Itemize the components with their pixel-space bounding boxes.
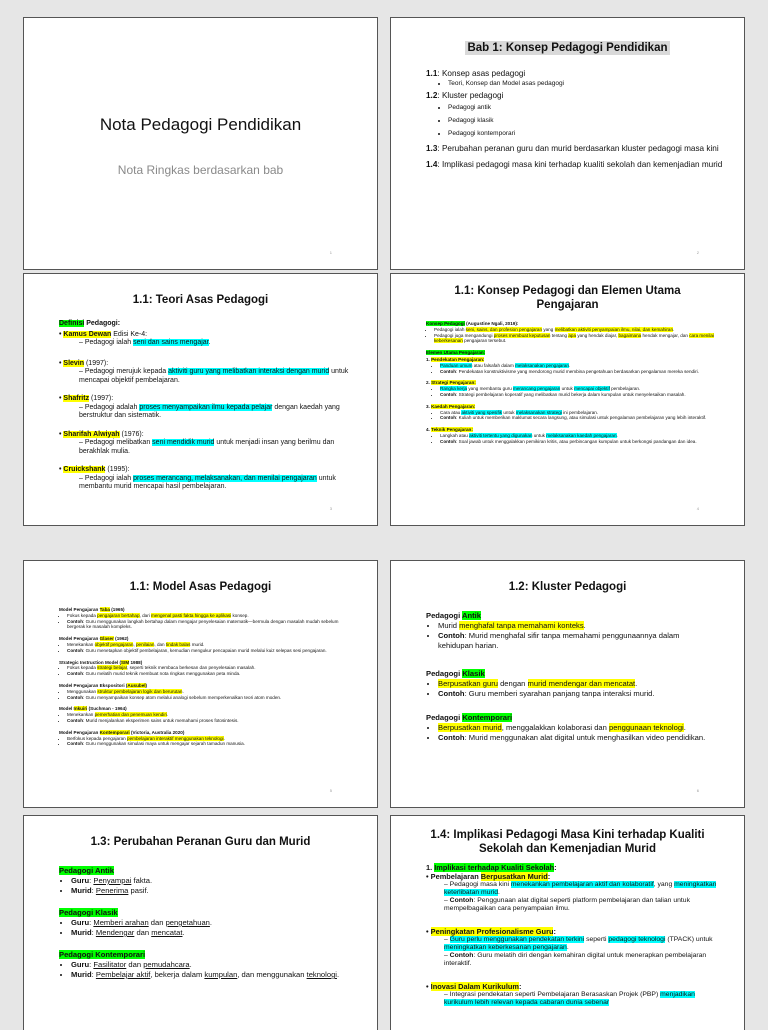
page-number: 5 [329,788,332,793]
text: (1995): [105,466,130,473]
slide-5[interactable]: 1.1: Model Asas Pedagogi Model Pengajaran Taba (1965) • Fokus kepada pengajaran bertahap, dari mengenal pasti fakta hingga ke aplikasi konsep. • Contoh: Guru menggunakan langkah bertahap dalam mengajar penyelesaian matematik—bermula dengan masalah mudah sebelum bergerak ke masalah kompleks. Model Pengajaran Glaser (1962) • Menekankan objektif pengajaran, penilaian, dan tindak balas murid. • Contoh: Guru menetapkan objektif pembelajaran, kemudian mengukur pencapaian murid melalui kuiz selepas sesi pengajaran. Strategic Instruction Model (SIM 1988) • Fokus kepada strategi belajar, seperti teknik membaca berkesan dan penyelesaian masalah. • Contoh: Guru melatih murid teknik membuat nota ringkas menggunakan peta minda. Model Pengajaran Ekspositori (Ausubel) • Menggunakan struktur pembelajaran logik dan berurutan. • Contoh: Guru menyampaikan konsep atom melalui analogi sebelum memperkenalkan teori atom moden. Model Inkuiri (Suchman - 1964) • Menekankan pemerhatian dan penemuan kendiri. • Contoh: Murid menjalankan eksperimen sains untuk memahami proses fotosintesis. Model Pengajaran Kontemporari (Victoria, Australia 2020) • Berfokus kepada pengajaran pembelajaran interaktif menggunakan teknologi. • Contoh: Guru menggunakan simulasi maya untuk mengajar sejarah tamadun manusia. 5 [23,560,378,808]
slide-8[interactable]: 1.4: Implikasi Pedagogi Masa Kini terhadap Kualiti Sekolah dan Kemenjadian Murid 1. Implikasi terhadap Kualiti Sekolah: • Pembelajaran Berpusatkan Murid: – Pedagogi masa kini menekankan pembelajaran aktif dan kolaboratif, yang meningkatkan keterlibatan murid. – Contoh: Penggunaan alat digital seperti platform pembelajaran dan talian untuk mempelbagaikan cara penyampaian ilmu. • Peningkatan Profesionalisme Guru: – Guru perlu menggunakan pendekatan terkini seperti pedagogi teknologi (TPACK) untuk meningkatkan keberkesanan pengajaran. – Contoh: Guru melatih diri dengan kemahiran digital untuk menerapkan pembelajaran interaktif. • Inovasi Dalam Kurikulum: – Integrasi pendekatan seperti Pembelajaran Berasaskan Projek (PBP) menjadikan kurikulum lebih relevan kepada cabaran dunia sebenar [390,815,745,1030]
highlight: kepada pelajar [224,403,273,411]
author: Cruickshank [63,466,106,473]
text: Pedagogi ialah [84,339,134,346]
slide-3-title: 1.1: Teori Asas Pedagogi [132,294,269,306]
list-item: • Murid: Penerima pasif. [71,886,354,896]
slide-1-title: Nota Pedagogi Pendidikan [99,115,302,134]
list-item: • Menggunakan struktur pembelajaran logik dan berurutan. [67,689,354,695]
cluster-name: Pedagogi Antik [59,866,114,875]
list-item: • Contoh: Murid menjalankan eksperimen sains untuk memahami proses fotosintesis. [67,718,354,724]
list-item: • Fokus kepada strategi belajar, seperti teknik membaca berkesan dan penyelesaian masalah. [67,665,354,671]
slide-5-title: 1.1: Model Asas Pedagogi [129,581,272,593]
list-item: • Contoh: Guru menggunakan simulasi maya untuk mengajar sejarah tamadun manusia. [67,741,354,747]
list-item: – Pedagogi masa kini menekankan pembelajaran aktif dan kolaboratif, yang meningkatkan keterlibatan murid. [444,881,717,896]
slide-6-title: 1.2: Kluster Pedagogi [508,581,627,593]
text: untuk mencapai objektif pembelajaran. [79,368,349,384]
item-number: 1.3 [426,144,438,153]
item-text: : Perubahan peranan guru dan murid berdasarkan kluster pedagogi masa kini [437,144,719,153]
slide-4[interactable]: 1.1: Konsep Pedagogi dan Elemen Utama Pengajaran Konsep Pedagogi (Augustine Ngali, 2019): • Pedagogi ialah seni, sains, dan profesion pengajaran yang melibatkan aktiviti penyampaian ilmu, nilai, dan kemahiran. • Pedagogi juga mengandungi proses membuat keputusan tentang apa yang hendak diajar, bagaimana hendak mengajar, dan cara menilai keberkesanan pengajaran tersebut. Elemen Utama Pengajaran: 1. Pendekatan Pengajaran: • Panduan umum atau falsafah dalam melaksanakan pengajaran. • Contoh: Pendekatan konstruktivisme yang mendorong murid membina pengetahuan berdasarkan pengalaman mereka sendiri. 2. Strategi Pengajaran: • Rangka kerja yang membantu guru merancang pengajaran untuk mencapai objektif pembelajaran. • Contoh: Strategi pembelajaran koperatif yang melibatkan murid bekerja dalam kumpulan untuk menyelesaikan masalah. 3. Kaedah Pengajaran: • Cara atau aktiviti yang spesifik untuk melaksanakan strategi ini pembelajaran. • Contoh: Kuliah untuk memberikan maklumat secara langsung, atau simulasi untuk pengalaman pembelajaran yang lebih interaktif. 4. Teknik Pengajaran: • Langkah atau aktiviti tertentu yang digunakan untuk melaksanakan kaedah pengajaran. • Contoh: Soal jawab untuk menggalakkan pemikiran kritis, atau perbincangan kumpulan untuk berkongsi pandangan dan idea. 4 [390,273,745,526]
slide-8-title: 1.4: Implikasi Pedagogi Masa Kini terhadap Kualiti Sekolah dan Kemenjadian Murid [430,829,705,855]
list-item: – Guru perlu menggunakan pendekatan terkini seperti pedagogi teknologi (TPACK) untuk meningkatkan keberkesanan pengajaran. [444,936,713,951]
list-item: • Contoh: Guru memberi syarahan panjang tanpa interaksi murid. [438,689,716,699]
list-item: • Contoh: Strategi pembelajaran koperatif yang melibatkan murid bekerja dalam kumpulan untuk menyelesaikan masalah. [440,392,716,398]
text: Pedagogi melibatkan [84,439,153,446]
list-item: • Berpusatkan murid, menggalakkan kolaborasi dan penggunaan teknologi. [438,723,716,733]
slide-2[interactable] [390,17,745,270]
sub-item: • Pedagogi klasik [448,114,726,127]
list-item: • Berfokus kepada pengajaran pembelajaran interaktif menggunakan teknologi. [67,736,354,742]
element-heading: Kaedah Pengajaran: [431,403,476,409]
sub-item: • Teori, Konsep dan Model asas pedagogi [448,79,726,88]
slide-1-subtitle: Nota Ringkas berdasarkan bab [117,163,284,177]
point-heading: Peningkatan Profesionalisme Guru [430,927,554,936]
sub-item: • Pedagogi kontemporari [448,127,726,140]
list-item: • Contoh: Kuliah untuk memberikan maklumat secara langsung, atau simulasi untuk pengalaman pembelajaran yang lebih interaktif. [440,415,716,421]
item-number: 1.1 [426,69,438,78]
element-heading: Strategi Pengajaran: [431,380,476,386]
list-item: • Rangka kerja yang membantu guru merancang pengajaran untuk mencapai objektif pembelajaran. [440,386,716,392]
list-item: • Contoh: Guru menyampaikan konsep atom melalui analogi sebelum memperkenalkan teori atom moden. [67,695,354,701]
point-heading: Berpusatkan Murid [480,872,548,881]
slide-1[interactable] [23,17,378,270]
list-item: • Guru: Fasilitator dan pemudahcara. [71,960,354,970]
item-text: : Konsep asas pedagogi [437,69,526,78]
item-number: 1.2 [426,91,438,100]
highlight: seni mendidik murid [152,439,215,446]
item-text: : Kluster pedagogi [437,91,504,100]
list-item: • Menekankan pemerhatian dan penemuan kendiri. [67,712,354,718]
list-item: • Contoh: Guru melatih murid teknik membuat nota ringkas menggunakan peta minda. [67,671,354,677]
list-item: – Contoh: Penggunaan alat digital seperti platform pembelajaran dan talian untuk mempelbagaikan cara penyampaian ilmu. [444,897,690,912]
term: Konsep Pedagogi [426,321,465,326]
highlight: aktiviti guru yang melibatkan interaksi dengan murid [168,368,330,375]
cluster-name: Klasik [462,669,485,678]
cluster-name: Antik [462,611,481,620]
author: Slevin [63,359,85,367]
page-number: 2 [696,250,699,255]
list-item: • Murid: Mendengar dan mencatat. [71,928,354,938]
text: Pedagogi ialah [84,474,134,482]
page-number: 3 [329,506,332,511]
list-item: – Integrasi pendekatan seperti Pembelajaran Berasaskan Projek (PBP) menjadikan kurikulum lebih relevan kepada cabaran dunia sebenar [444,991,695,1006]
list-item: • Panduan umum atau falsafah dalam melaksanakan pengajaran. [440,363,716,369]
element-heading: Pendekatan Pengajaran: [431,356,485,362]
list-item: • Berpusatkan guru dengan murid mendengar dan mencatat. [438,679,716,689]
page-number: 6 [696,788,699,793]
slide-4-title: 1.1: Konsep Pedagogi dan Elemen Utama Pengajaran [454,285,681,311]
list-item: • Contoh: Guru menetapkan objektif pembelajaran, kemudian mengukur pencapaian murid melalui kuiz selepas sesi pengajaran. [67,648,354,654]
author: Sharifah Alwiyah [63,430,120,438]
list-item: – Contoh: Guru melatih diri dengan kemahiran digital untuk menerapkan pembelajaran interaktif. [444,952,707,967]
list-item: • Murid: Pembelajar aktif, bekerja dalam kumpulan, dan menggunakan teknologi. [71,970,354,980]
text: (Augustine Ngali, 2019): [464,321,519,326]
list-item: • Langkah atau aktiviti tertentu yang digunakan untuk melaksanakan kaedah pengajaran. [440,433,716,439]
slide-3[interactable]: 1.1: Teori Asas Pedagogi Definisi Pedagogi: • Kamus Dewan Edisi Ke-4: – Pedagogi ialah seni dan sains mengajar. • Slevin (1997): – Pedagogi merujuk kepada aktiviti guru yang melibatkan interaksi dengan murid untuk mencapai objektif pembelajaran. • Shafritz (1997): – Pedagogi adalah proses menyampaikan ilmu kepada pelajar dengan kaedah yang berstruktur dan sistematik. • Sharifah Alwiyah (1976): – Pedagogi melibatkan seni mendidik murid untuk menjadi insan yang berilmu dan berakhlak mulia. • Cruickshank (1995): – Pedagogi ialah proses merancang, melaksanakan, dan menilai pengajaran untuk membantu murid mencapai hasil pembelajaran. 3 [23,273,378,526]
list-item: • Guru: Penyampai fakta. [71,876,354,886]
slide-6[interactable]: 1.2: Kluster Pedagogi Pedagogi Antik • Murid menghafal tanpa memahami konteks. • Contoh: Murid menghafal sifir tanpa memahami penggunaannya dalam kehidupan harian. Pedagogi Klasik • Berpusatkan guru dengan murid mendengar dan mencatat. • Contoh: Guru memberi syarahan panjang tanpa interaksi murid. Pedagogi Kontemporari • Berpusatkan murid, menggalakkan kolaborasi dan penggunaan teknologi. • Contoh: Murid menggunakan alat digital untuk menghasilkan video pendidikan. 6 [390,560,745,808]
list-item: • Pedagogi ialah seni, sains, dan profesion pengajaran yang melibatkan aktiviti penyampaian ilmu, nilai, dan kemahiran. [434,327,716,333]
text: Edisi Ke-4: [111,330,148,338]
list-item: • Contoh: Murid menggunakan alat digital untuk menghasilkan video pendidikan. [438,733,716,743]
text: dengan kaedah yang berstruktur dan sistematik. [79,403,340,419]
list-item: • Murid menghafal tanpa memahami konteks. [438,621,716,631]
list-item: • Cara atau aktiviti yang spesifik untuk melaksanakan strategi ini pembelajaran. [440,410,716,416]
highlight: proses merancang, melaksanakan, dan menilai pengajaran [133,474,317,482]
highlight: proses menyampaikan ilmu [139,403,225,411]
sub-item: • Pedagogi antik [448,101,726,114]
text: (1976): [119,430,144,438]
list-item: • Contoh: Soal jawab untuk menggalakkan pemikiran kritis, atau perbincangan kumpulan untuk berkongsi pandangan dan idea. [440,439,716,445]
slide-7-title: 1.3: Perubahan Peranan Guru dan Murid [90,836,311,848]
author: Shafritz [63,395,90,402]
text: Pedagogi: [84,320,121,327]
text: Pedagogi merujuk kepada [84,368,169,375]
list-item: • Contoh: Murid menghafal sifir tanpa memahami penggunaannya dalam kehidupan harian. [438,631,716,651]
section-heading: Implikasi terhadap Kualiti Sekolah [434,863,555,872]
page-number: 1 [329,250,332,255]
point-heading: Inovasi Dalam Kurikulum [430,982,519,991]
element-heading: Teknik Pengajaran: [431,427,473,433]
page-number: 4 [696,506,699,511]
list-item: • Contoh: Pendekatan konstruktivisme yang mendorong murid membina pengetahuan berdasarkan pengalaman mereka sendiri. [440,369,716,375]
slide-7[interactable] [23,815,378,1030]
highlight: seni dan sains mengajar [133,339,209,346]
list-item: • Menekankan objektif pengajaran, penilaian, dan tindak balas murid. [67,642,354,648]
text: . [208,339,211,346]
section-heading: Elemen Utama Pengajaran: [426,350,486,356]
item-number: 1.4 [426,160,438,169]
list-item: • Pedagogi juga mengandungi proses membuat keputusan tentang apa yang hendak diajar, bagaimana hendak mengajar, dan cara menilai keberkesanan pengajaran tersebut. [434,333,716,345]
list-item: • Contoh: Guru menggunakan langkah bertahap dalam mengajar penyelesaian matematik—bermula dengan masalah mudah sebelum bergerak ke masalah kompleks. [67,619,354,631]
cluster-name: Kontemporari [462,713,513,722]
text: (1997): [89,395,114,402]
text: untuk membantu murid mencapai hasil pembelajaran. [79,474,336,490]
cluster-name: Pedagogi Kontemporari [59,950,146,959]
slide-2-title: Bab 1: Konsep Pedagogi Pendidikan [467,42,668,54]
cluster-name: Pedagogi Klasik [59,908,118,917]
list-item: • Fokus kepada pengajaran bertahap, dari mengenal pasti fakta hingga ke aplikasi konsep. [67,613,354,619]
text: untuk menjadi insan yang berilmu dan berakhlak mulia. [79,439,335,455]
text: Pedagogi adalah [84,403,140,411]
text: (1997): [84,359,109,367]
author: Kamus Dewan [63,330,112,338]
list-item: • Guru: Memberi arahan dan pengetahuan. [71,918,354,928]
term: Definisi [59,320,85,327]
item-text: : Implikasi pedagogi masa kini terhadap kualiti sekolah dan kemenjadian murid [437,160,723,169]
